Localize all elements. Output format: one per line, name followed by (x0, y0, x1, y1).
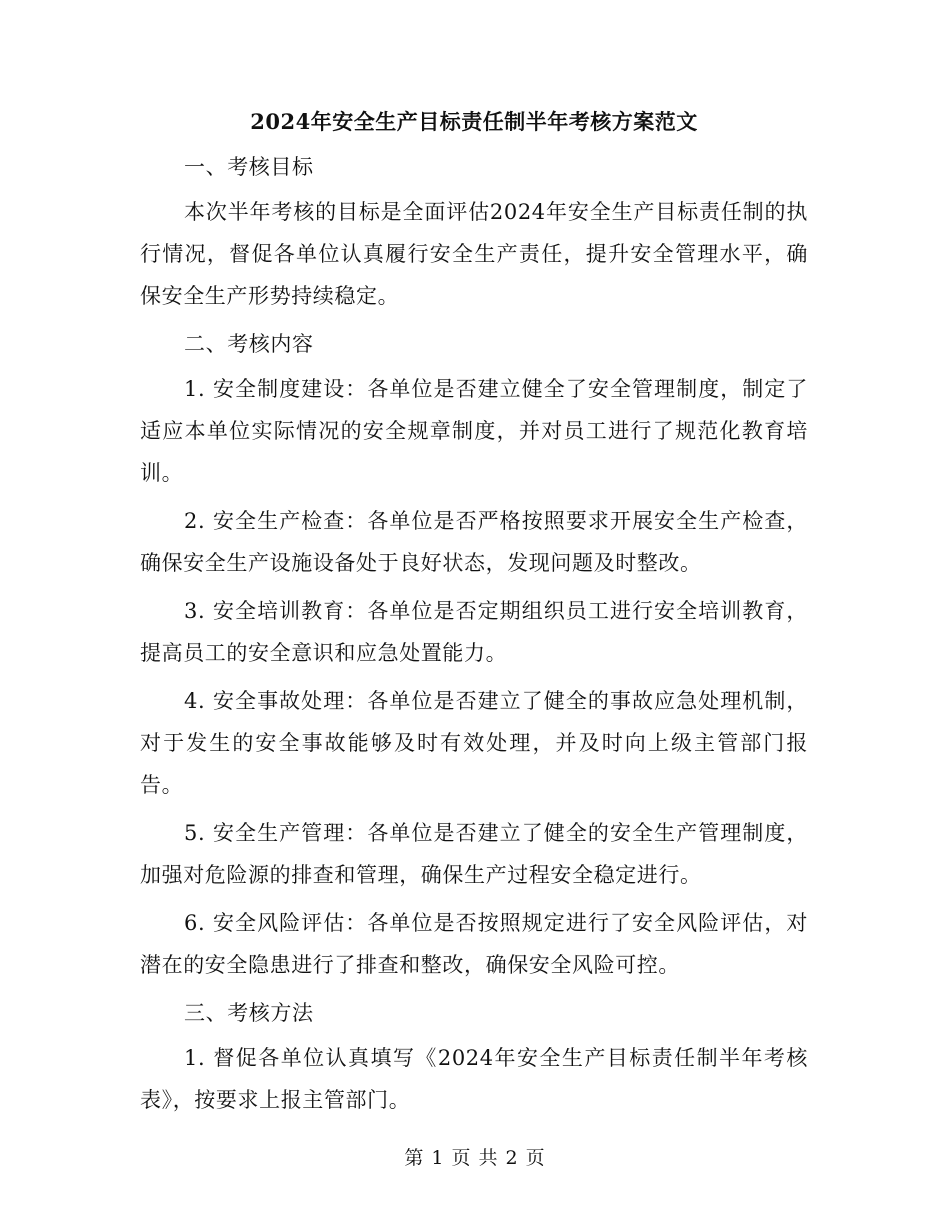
paragraph-item-4: 4. 安全事故处理：各单位是否建立了健全的事故应急处理机制，对于发生的安全事故能够及时有效处理，并及时向上级主管部门报告。 (140, 689, 808, 797)
section-heading-content: 二、考核内容 (184, 332, 314, 356)
paragraph-item-3: 3. 安全培训教育：各单位是否定期组织员工进行安全培训教育，提高员工的安全意识和应急处置能力。 (140, 599, 808, 665)
page-number-footer: 第 1 页 共 2 页 (404, 1147, 546, 1169)
document-body (140, 100, 808, 1127)
paragraph-item-6: 6. 安全风险评估：各单位是否按照规定进行了安全风险评估，对潜在的安全隐患进行了排查和整改，确保安全风险可控。 (140, 911, 808, 977)
paragraph-item-5: 5. 安全生产管理：各单位是否建立了健全的安全生产管理制度，加强对危险源的排查和管理，确保生产过程安全稳定进行。 (140, 821, 808, 887)
section-heading-method: 三、考核方法 (184, 1001, 314, 1025)
paragraph-item-1: 1. 安全制度建设：各单位是否建立健全了安全管理制度，制定了适应本单位实际情况的安全规章制度，并对员工进行了规范化教育培训。 (140, 377, 808, 485)
section-heading-goal: 一、考核目标 (184, 155, 314, 179)
paragraph-method-1: 1. 督促各单位认真填写《2024年安全生产目标责任制半年考核表》，按要求上报主管部门。 (140, 1046, 808, 1112)
document-title: 2024年安全生产目标责任制半年考核方案范文 (250, 109, 698, 134)
paragraph-item-2: 2. 安全生产检查：各单位是否严格按照要求开展安全生产检查，确保安全生产设施设备处于良好状态，发现问题及时整改。 (140, 509, 808, 575)
paragraph-goal: 本次半年考核的目标是全面评估2024年安全生产目标责任制的执行情况，督促各单位认真履行安全生产责任，提升安全管理水平，确保安全生产形势持续稳定。 (140, 200, 808, 308)
